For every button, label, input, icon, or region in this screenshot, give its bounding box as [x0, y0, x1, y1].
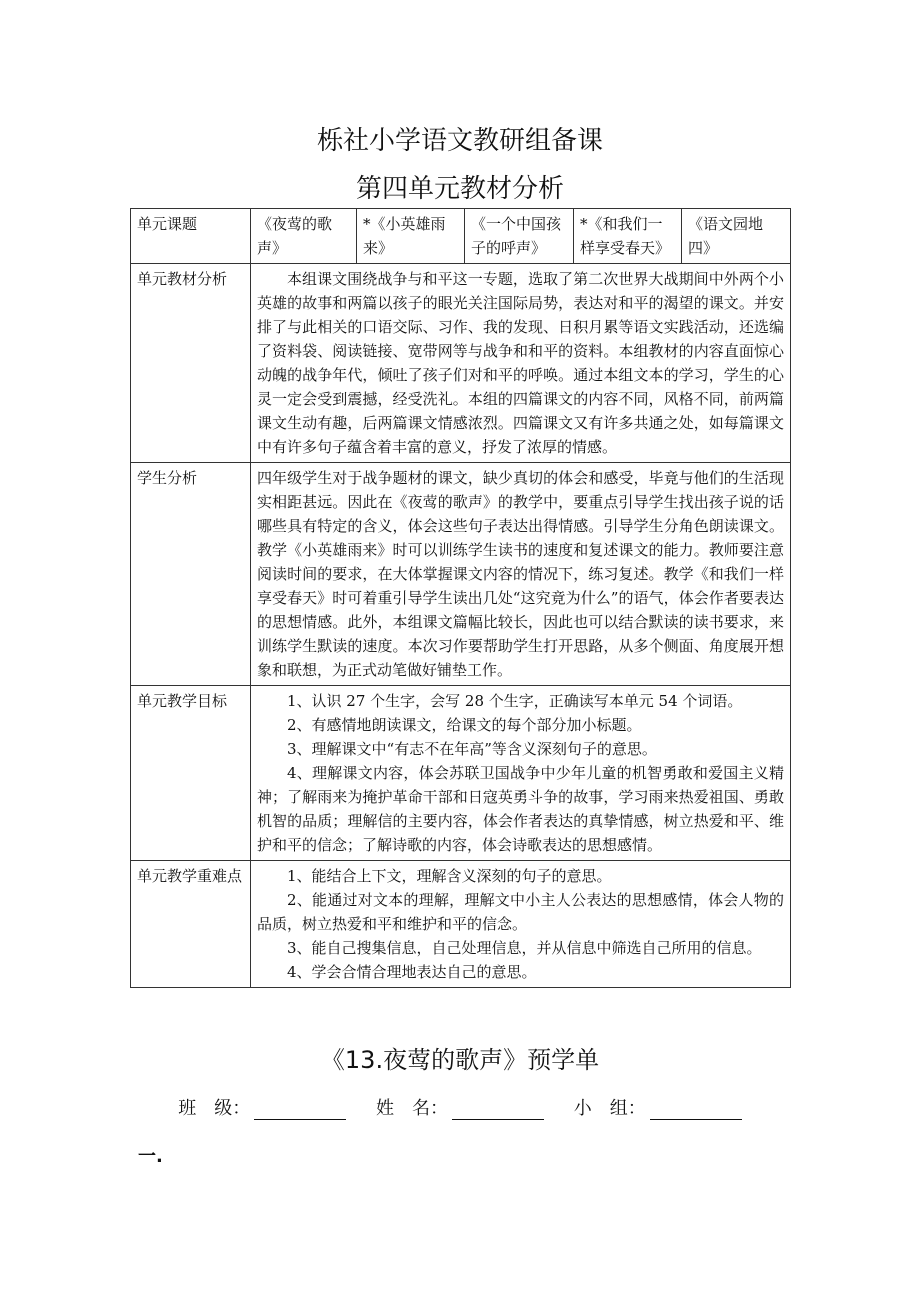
key-point-item: 3、能自己搜集信息，自己处理信息，并从信息中筛选自己所用的信息。 — [287, 939, 762, 957]
class-blank[interactable] — [254, 1101, 346, 1120]
row-label-material: 单元教材分析 — [131, 264, 251, 463]
student-analysis-text: 四年级学生对于战争题材的课文，缺少真切的体会和感受，毕竟与他们的生活现实相距甚远。因此在《夜莺的歌声》的教学中，要重点引导学生找出孩子说的话哪些具有特定的含义，体会这些句子表达出得情感。引导学生分角色朗读课文。教学《小英雄雨来》时可以训练学生读书的速度和复述课文的能力。教师要注意阅读时间的要求，在大体掌握课文内容的情况下，练习复述。教学《和我们一样享受春天》时可着重引导学生读出几处“这究竟为什么”的语气，体会作者要表达的思想情感。此外，本组课文篇幅比较长，因此也可以结合默读的读书要求，来训练学生默读的速度。本次习作要帮助学生打开思路，从多个侧面、角度展开想象和联想，为正式动笔做好铺垫工作。 — [257, 469, 784, 679]
student-info-fields — [0, 1094, 920, 1120]
analysis-table — [130, 208, 791, 988]
lesson-cell: 《一个中国孩子的呼声》 — [465, 209, 574, 264]
name-blank[interactable] — [452, 1101, 544, 1120]
student-analysis-cell — [251, 463, 791, 686]
group-label: 小 组： — [573, 1098, 646, 1119]
table-row — [131, 463, 791, 686]
key-point-item: 2、能通过对文本的理解，理解文中小主人公表达的思想感情，体会人物的品质，树立热爱和平和维护和平的信念。 — [257, 891, 784, 933]
table-row — [131, 209, 791, 264]
table-row — [131, 861, 791, 988]
key-point-item: 1、能结合上下文，理解含义深刻的句子的意思。 — [287, 867, 612, 885]
goal-item: 3、理解课文中“有志不在年高”等含义深刻句子的意思。 — [287, 740, 657, 758]
name-field[interactable] — [376, 1094, 544, 1120]
goals-cell — [251, 686, 791, 861]
class-label: 班 级： — [178, 1098, 251, 1119]
material-analysis-cell — [251, 264, 791, 463]
section-one-heading: 一. — [138, 1146, 163, 1167]
row-label-students: 学生分析 — [131, 463, 251, 686]
table-row — [131, 264, 791, 463]
name-label: 姓 名： — [376, 1098, 448, 1119]
group-field[interactable] — [574, 1094, 742, 1120]
lesson-cell: *《小英雄雨来》 — [357, 209, 465, 264]
row-label-key-points: 单元教学重难点 — [131, 861, 251, 988]
page-title: 栎社小学语文教研组备课 — [316, 126, 603, 156]
goal-item: 4、理解课文内容，体会苏联卫国战争中少年儿童的机智勇敢和爱国主义精神；了解雨来为掩护革命干部和日寇英勇斗争的故事，学习雨来热爱祖国、勇敢机智的品质；理解信的主要内容，体会作者表达的真挚情感，树立热爱和平、维护和平的信念；了解诗歌的内容，体会诗歌表达的思想感情。 — [257, 764, 784, 854]
worksheet-title: 《13.夜莺的歌声》预学单 — [320, 1046, 600, 1074]
row-label-lessons: 单元课题 — [131, 209, 251, 264]
key-points-cell — [251, 861, 791, 988]
lesson-cell: *《和我们一样享受春天》 — [574, 209, 682, 264]
material-analysis-text: 本组课文围绕战争与和平这一专题，选取了第二次世界大战期间中外两个小英雄的故事和两篇以孩子的眼光关注国际局势，表达对和平的渴望的课文。并安排了与此相关的口语交际、习作、我的发现、日积月累等语文实践活动，还选编了资料袋、阅读链接、宽带网等与战争和和平的资料。本组教材的内容直面惊心动魄的战争年代，倾吐了孩子们对和平的呼唤。通过本组文本的学习，学生的心灵一定会受到震撼，经受洗礼。本组的四篇课文的内容不同，风格不同，前两篇课文生动有趣，后两篇课文情感浓烈。四篇课文又有许多共通之处，如每篇课文中有许多句子蕴含着丰富的意义，抒发了浓厚的情感。 — [257, 270, 784, 456]
class-field[interactable] — [178, 1094, 346, 1120]
goal-item: 2、有感情地朗读课文，给课文的每个部分加小标题。 — [287, 716, 642, 734]
lesson-cell: 《夜莺的歌声》 — [251, 209, 357, 264]
page-subtitle: 第四单元教材分析 — [355, 174, 564, 204]
row-label-goals: 单元教学目标 — [131, 686, 251, 861]
table-row — [131, 686, 791, 861]
goal-item: 1、认识 27 个生字，会写 28 个生字，正确读写本单元 54 个词语。 — [287, 692, 743, 710]
group-blank[interactable] — [650, 1101, 742, 1120]
key-point-item: 4、学会合情合理地表达自己的意思。 — [287, 963, 537, 981]
lesson-cell: 《语文园地四》 — [682, 209, 791, 264]
